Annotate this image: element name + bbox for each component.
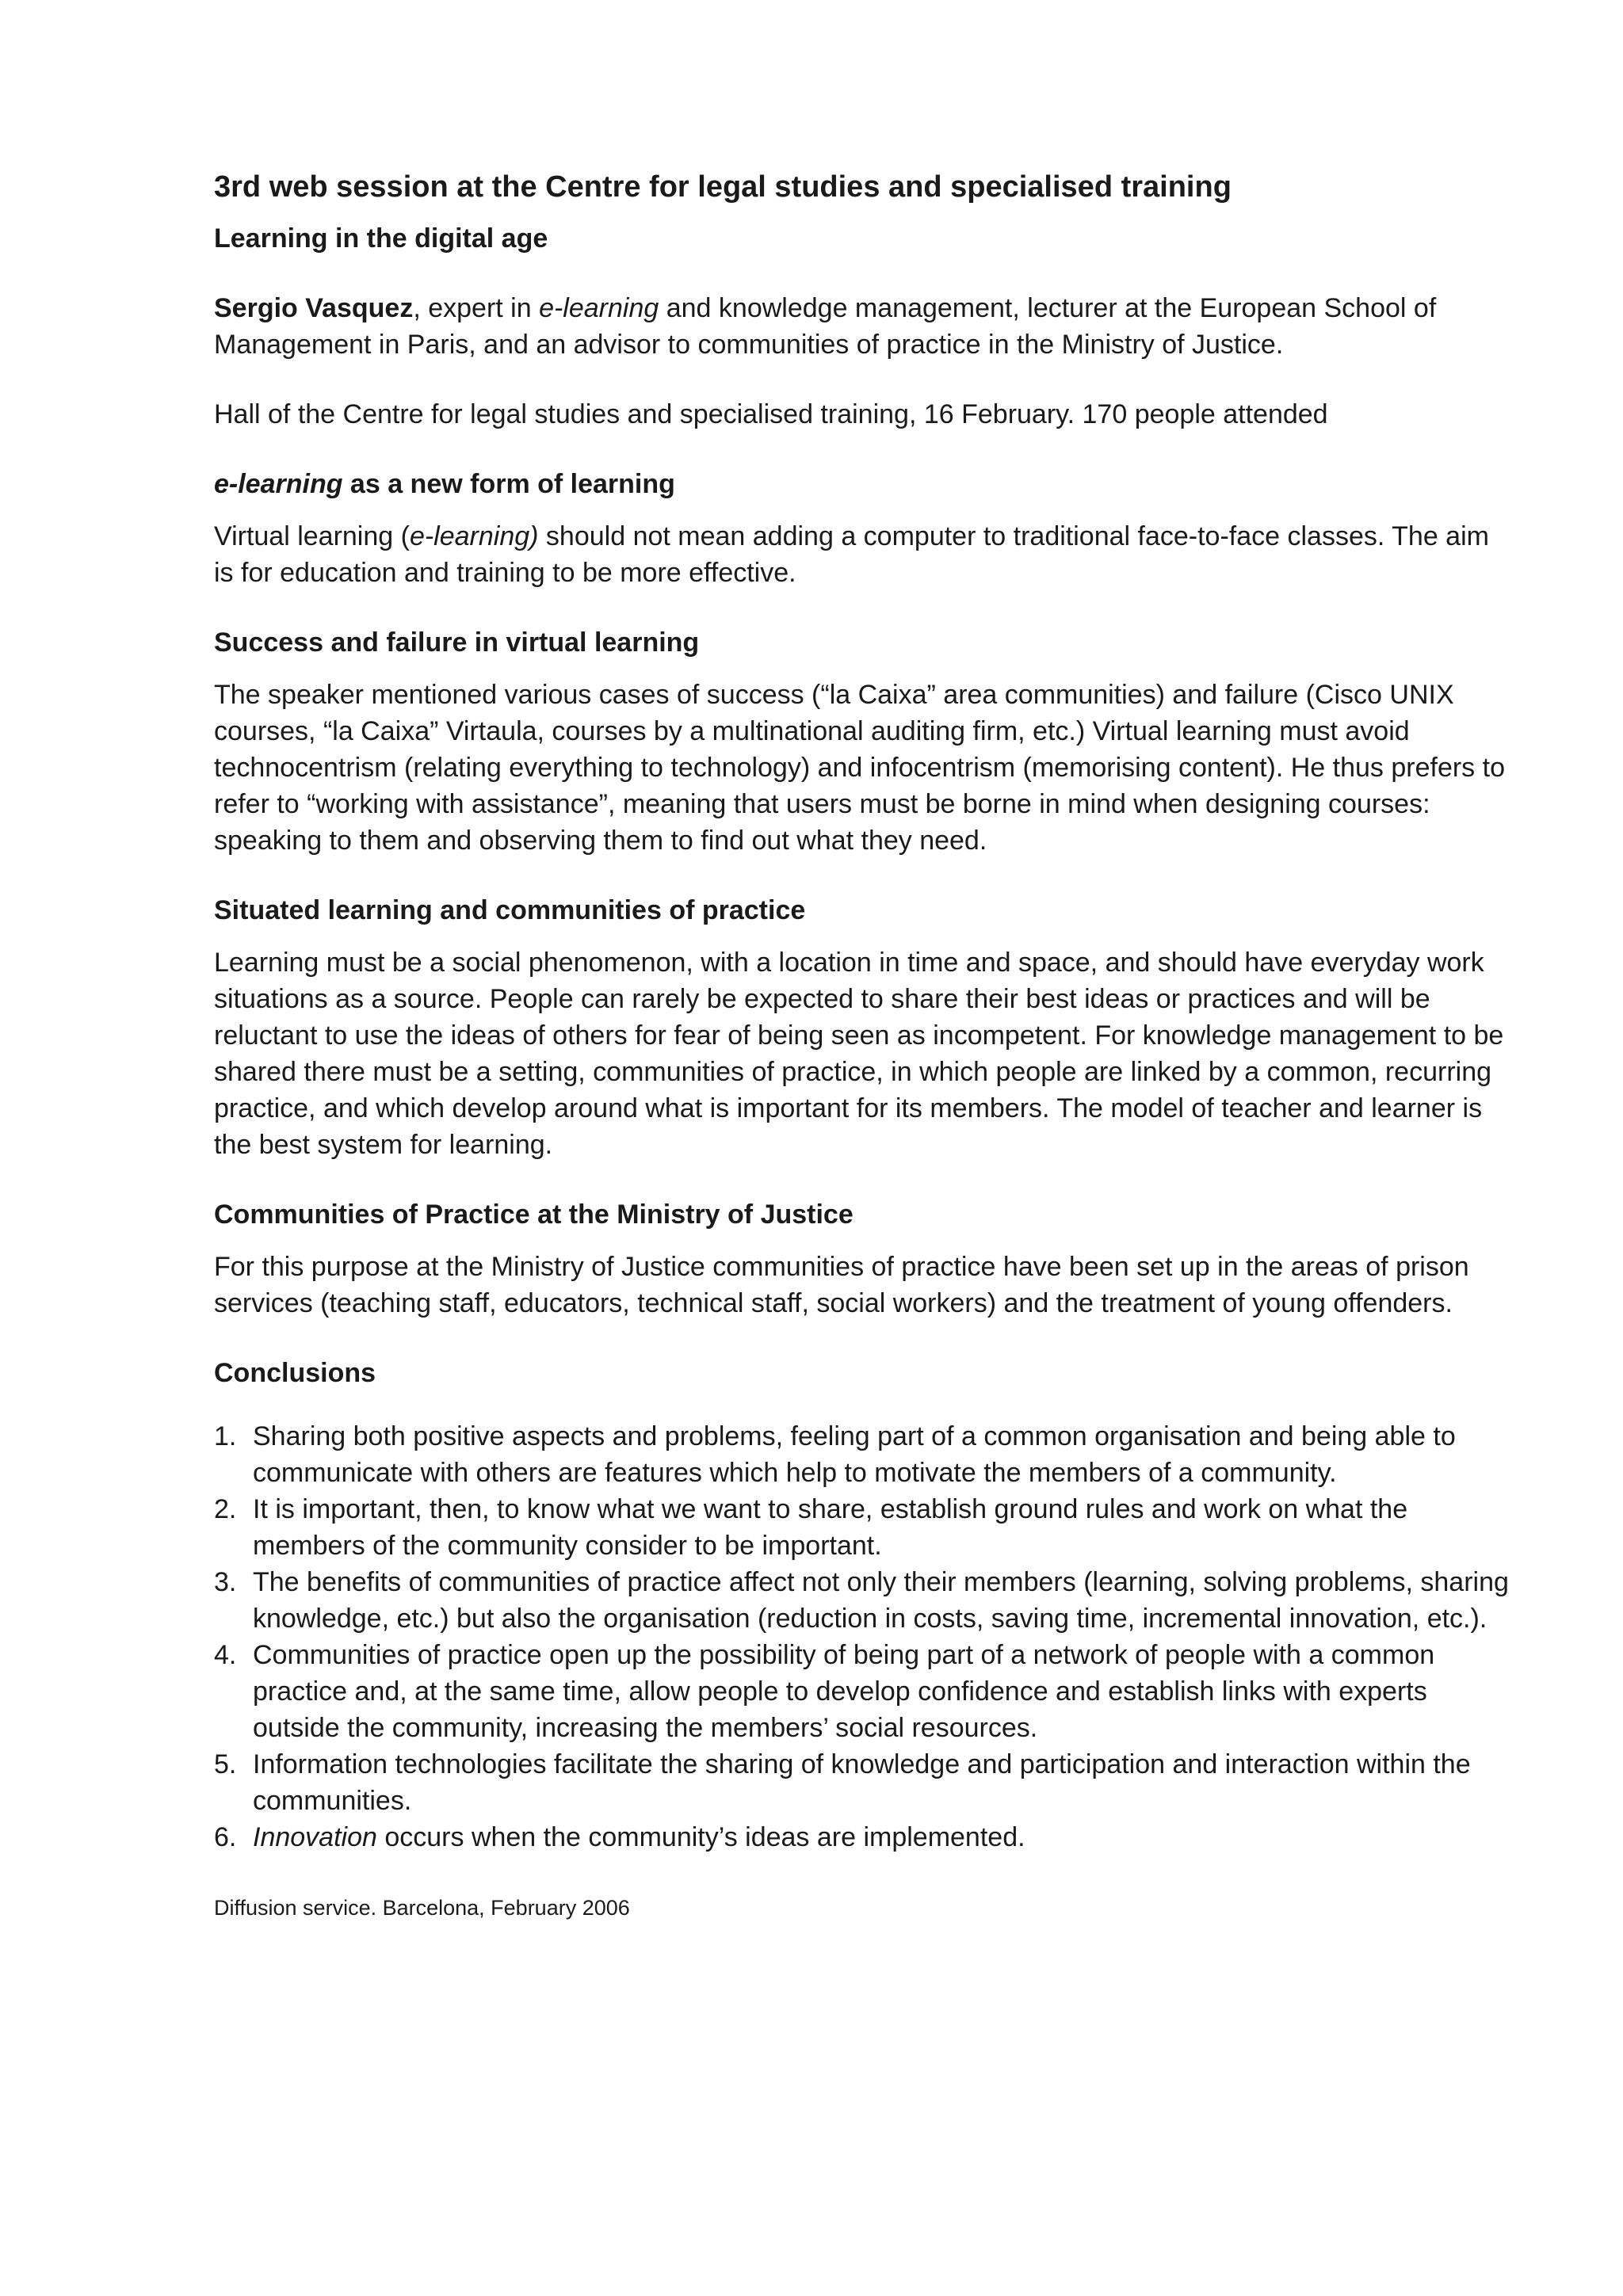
speaker-intro — [214, 290, 1514, 363]
list-item — [214, 1637, 1514, 1746]
list-item-number: 1. — [214, 1421, 237, 1451]
list-item-text: The benefits of communities of practice affect not only their members (learning, solving problems, sharing knowledge, etc.) but also the organisation (reduction in costs, saving time, incremental innovation, etc.). — [253, 1567, 1509, 1634]
venue-line: Hall of the Centre for legal studies and specialised training, 16 February. 170 people attended — [214, 399, 1328, 429]
section-heading-elearning-em: e-learning — [214, 469, 343, 499]
list-item-number: 2. — [214, 1494, 237, 1524]
section-heading-situated: Situated learning and communities of practice — [214, 895, 806, 925]
list-item-number: 6. — [214, 1822, 237, 1852]
section-heading-elearning — [214, 466, 1514, 502]
conclusions-list — [214, 1418, 1514, 1855]
section-heading-ministry: Communities of Practice at the Ministry of Justice — [214, 1199, 854, 1230]
section-body-situated: Learning must be a social phenomenon, with a location in time and space, and should have everyday work situations as a source. People can rarely be expected to share their best ideas or practices and will be reluctant to use the ideas of others for fear of being seen as incompetent. For knowledge management to be shared there must be a setting, communities of practice, in which people are linked by a common, recurring practice, and which develop around what is important for its members. The model of teacher and learner is the best system for learning. — [214, 948, 1504, 1160]
elearning-text-1: Virtual learning ( — [214, 521, 410, 551]
section-body-success — [214, 677, 1514, 859]
footer-note: Diffusion service. Barcelona, February 2006 — [214, 1896, 630, 1920]
list-item-text: Sharing both positive aspects and problems, feeling part of a common organisation and being able to communicate with others are features which help to motivate the members of a community. — [253, 1421, 1456, 1488]
list-item — [214, 1564, 1514, 1637]
success-text-2: speaking to them and observing them to find out what they need. — [214, 826, 987, 856]
list-item-number: 5. — [214, 1749, 237, 1779]
list-item — [214, 1491, 1514, 1564]
list-item — [214, 1819, 1514, 1855]
list-item — [214, 1418, 1514, 1491]
list-item-number: 3. — [214, 1567, 237, 1597]
list-item-text: occurs when the community’s ideas are implemented. — [376, 1822, 1025, 1852]
speaker-text-1: , expert in — [413, 293, 540, 323]
document-content — [214, 168, 1514, 1922]
list-item-text: Information technologies facilitate the sharing of knowledge and participation and interaction within the communities. — [253, 1749, 1471, 1816]
list-item-number: 4. — [214, 1640, 237, 1670]
speaker-name: Sergio Vasquez — [214, 293, 414, 323]
list-item-text: It is important, then, to know what we want to share, establish ground rules and work on what the members of the community consider to be important. — [253, 1494, 1408, 1561]
section-heading-elearning-rest: as a new form of learning — [342, 469, 675, 499]
elearning-text-2: should not mean adding a computer to traditional face-to-face classes. The aim is for education and training to be more effective. — [214, 521, 1489, 588]
section-heading-conclusions: Conclusions — [214, 1358, 376, 1388]
elearning-emphasis: e-learning) — [409, 521, 539, 551]
list-item — [214, 1746, 1514, 1819]
section-heading-success: Success and failure in virtual learning — [214, 627, 700, 658]
section-body-elearning — [214, 518, 1514, 591]
speaker-emphasis: e-learning — [539, 293, 659, 323]
section-body-ministry: For this purpose at the Ministry of Justice communities of practice have been set up in the areas of prison services (teaching staff, educators, technical staff, social workers) and the treatment of young offenders. — [214, 1252, 1469, 1318]
page-subtitle: Learning in the digital age — [214, 223, 548, 254]
speaker-text-2: and knowledge management, lecturer at the European School of Management in Paris, and an advisor to communities of practice in the Ministry of Justice. — [214, 293, 1437, 360]
success-text-1: The speaker mentioned various cases of success (“la Caixa” area communities) and failure (Cisco UNIX courses, “la Caixa” Virtaula, courses by a multinational auditing firm, etc.) Virtual learning must avoid technocentrism (relating everything to technology) and infocentrism (memorising content). He thus prefers to refer to “working with assistance”, meaning that users must be borne in mind when designing courses: — [214, 680, 1505, 819]
page-title: 3rd web session at the Centre for legal studies and specialised training — [214, 170, 1232, 204]
list-item-text: Communities of practice open up the possibility of being part of a network of people with a common practice and, at the same time, allow people to develop confidence and establish links with experts outside the community, increasing the members’ social resources. — [253, 1640, 1435, 1743]
list-item-emphasis: Innovation — [253, 1822, 377, 1852]
